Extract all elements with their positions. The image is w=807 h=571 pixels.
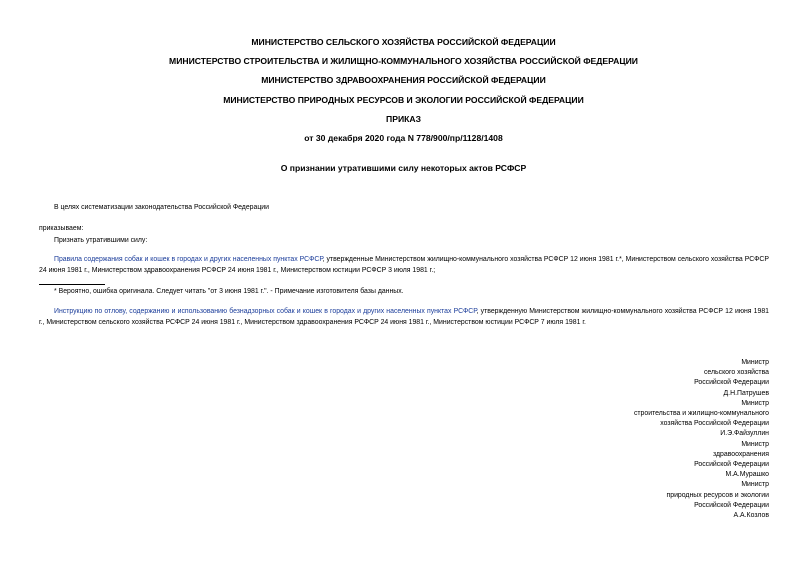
order-word: приказываем: (39, 225, 84, 232)
item-1-text: , утвержденные Министерством жилищно-коммунального хозяйства РСФСР 12 июня 1981 г.*, Министерством сельского хозяйства РСФСР 24 июня 1981 г., Министерством здравоохранения РСФСР 24 июня 1981 г., Министерством юстиции РСФСР 3 июля 1981 г.; (39, 256, 769, 274)
signature-3-country: Российской Федерации (694, 461, 769, 469)
ministry-nature-heading: МИНИСТЕРСТВО ПРИРОДНЫХ РЕСУРСОВ И ЭКОЛОГИИ РОССИЙСКОЙ ФЕДЕРАЦИИ (223, 95, 584, 105)
signature-4-country: Российской Федерации (694, 501, 769, 509)
footnote-divider (39, 284, 105, 285)
document-number: от 30 декабря 2020 года N 778/900/пр/1128/1408 (304, 133, 503, 143)
item-1-paragraph (39, 254, 769, 276)
footnote: * Вероятно, ошибка оригинала. Следует читать "от 3 июня 1981 г.". - Примечание изготовителя базы данных. (54, 288, 404, 295)
signature-2-title: Министр (741, 399, 769, 407)
signature-3-ministry: здравоохранения (713, 450, 769, 458)
ministry-health-heading: МИНИСТЕРСТВО ЗДРАВООХРАНЕНИЯ РОССИЙСКОЙ ФЕДЕРАЦИИ (261, 75, 546, 85)
item-1-link[interactable]: Правила содержания собак и кошек в городах и других населенных пунктах РСФСР (54, 256, 323, 263)
intro-paragraph: В целях систематизации законодательства Российской Федерации (54, 204, 269, 211)
document-type: ПРИКАЗ (386, 114, 421, 124)
signature-2-name: И.Э.Файзуллин (720, 430, 769, 438)
ministry-construction-heading: МИНИСТЕРСТВО СТРОИТЕЛЬСТВА И ЖИЛИЩНО-КОММУНАЛЬНОГО ХОЗЯЙСТВА РОССИЙСКОЙ ФЕДЕРАЦИИ (169, 56, 638, 66)
declare-paragraph: Признать утратившими силу: (54, 237, 148, 244)
signatures-block (469, 358, 769, 521)
signature-2-country: хозяйства Российской Федерации (660, 420, 769, 428)
signature-3-title: Министр (741, 440, 769, 448)
item-2-paragraph (39, 306, 769, 328)
signature-2-ministry: строительства и жилищно-коммунального (633, 410, 769, 418)
signature-1-country: Российской Федерации (694, 379, 769, 387)
signature-4-title: Министр (741, 481, 769, 489)
signature-3-name: М.А.Мурашко (725, 471, 769, 479)
item-2-link[interactable]: Инструкцию по отлову, содержанию и использованию безнадзорных собак и кошек в городах и других населенных пунктах РСФСР (54, 308, 477, 315)
signature-1-name: Д.Н.Патрушев (723, 389, 769, 397)
ministry-agriculture-heading: МИНИСТЕРСТВО СЕЛЬСКОГО ХОЗЯЙСТВА РОССИЙСКОЙ ФЕДЕРАЦИИ (251, 37, 556, 47)
signature-1-title: Министр (741, 359, 769, 366)
signature-4-name: А.А.Козлов (733, 512, 769, 520)
signature-4-ministry: природных ресурсов и экологии (666, 491, 769, 499)
document-title: О признании утратившими силу некоторых актов РСФСР (280, 163, 527, 173)
signature-1-ministry: сельского хозяйства (703, 369, 769, 377)
item-2-text: , утвержденную Министерством жилищно-коммунального хозяйства РСФСР 12 июня 1981 г., Министерством сельского хозяйства РСФСР 24 июня 1981 г., Министерством здравоохранения РСФСР 24 июня 1981 г., Министерством юстиции РСФСР 7 июля 1981 г. (39, 308, 769, 326)
